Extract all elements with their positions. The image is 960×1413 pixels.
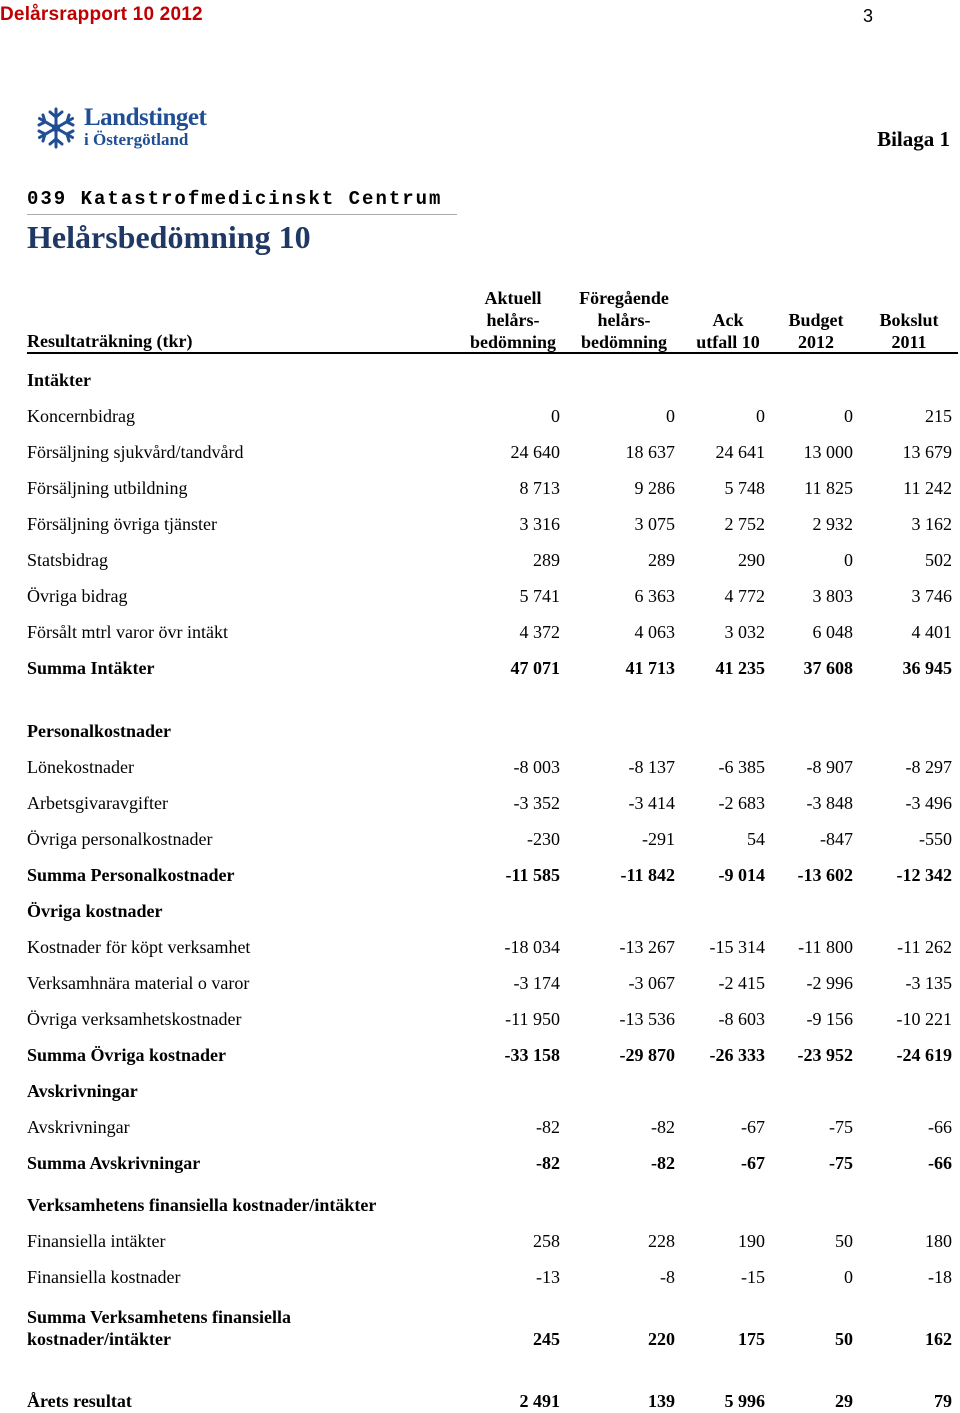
cell-value: 79 (934, 1391, 952, 1411)
section-heading: Övriga kostnader (27, 901, 163, 921)
cell-value: -2 996 (806, 973, 853, 993)
table-row (27, 584, 952, 608)
cell-value: -9 014 (718, 865, 765, 885)
row-label: Finansiella intäkter (27, 1231, 166, 1251)
cell-value: 215 (925, 406, 952, 426)
cell-value: 5 741 (519, 586, 560, 606)
section-heading: Intäkter (27, 370, 91, 390)
cell-value: 36 945 (902, 658, 952, 678)
snowflake-icon (34, 106, 78, 150)
cell-value: -11 950 (505, 1009, 560, 1029)
cell-value: -11 585 (505, 865, 560, 885)
column-header-line: helårs- (597, 310, 651, 330)
cell-value: -8 137 (628, 757, 675, 777)
cell-value: 11 825 (804, 478, 853, 498)
column-header-line: utfall 10 (696, 332, 760, 352)
row-label: Försålt mtrl varor övr intäkt (27, 622, 228, 642)
column-header-closing (864, 309, 954, 353)
row-label: Verksamhnära material o varor (27, 973, 250, 993)
summary-row (27, 1043, 952, 1067)
row-label: Summa Intäkter (27, 658, 155, 678)
row-label: Avskrivningar (27, 1117, 130, 1137)
cell-value: 228 (648, 1231, 675, 1251)
cell-value: 0 (844, 406, 853, 426)
cell-value: 6 048 (812, 622, 853, 642)
cell-value: -3 067 (628, 973, 675, 993)
header-rule (27, 352, 958, 354)
table-row (27, 404, 952, 428)
cell-value: 0 (844, 550, 853, 570)
cell-value: -8 003 (513, 757, 560, 777)
table-row (27, 791, 952, 815)
cell-value: 245 (533, 1329, 560, 1349)
section-heading: Personalkostnader (27, 721, 171, 741)
table-row (27, 512, 952, 536)
cell-value: 2 491 (519, 1391, 560, 1411)
cell-value: 24 641 (715, 442, 765, 462)
cell-value: 190 (738, 1231, 765, 1251)
cell-value: 4 372 (519, 622, 560, 642)
cell-value: -18 034 (504, 937, 560, 957)
cell-value: -29 870 (619, 1045, 675, 1065)
cell-value: 2 932 (812, 514, 853, 534)
cell-value: 289 (648, 550, 675, 570)
row-label: Övriga personalkostnader (27, 829, 213, 849)
cell-value: 0 (666, 406, 675, 426)
table-row (27, 755, 952, 779)
cell-value: -3 135 (905, 973, 952, 993)
cell-value: 29 (835, 1391, 853, 1411)
report-header-title: Delårsrapport 10 2012 (0, 4, 203, 25)
cell-value: -18 (928, 1267, 952, 1287)
table-row (27, 620, 952, 644)
cell-value: -3 174 (513, 973, 560, 993)
cell-value: 8 713 (519, 478, 560, 498)
cell-value: 4 772 (724, 586, 765, 606)
cell-value: -15 (741, 1267, 765, 1287)
table-row (27, 1115, 952, 1139)
summary-row (27, 1327, 952, 1351)
row-label: Kostnader för köpt verksamhet (27, 937, 251, 957)
column-header-budget (775, 309, 857, 353)
cell-value: -82 (536, 1153, 560, 1173)
cell-value: -33 158 (504, 1045, 560, 1065)
cell-value: 0 (844, 1267, 853, 1287)
cell-value: -9 156 (806, 1009, 853, 1029)
table-row (27, 476, 952, 500)
row-label: Försäljning utbildning (27, 478, 188, 498)
cell-value: -3 352 (513, 793, 560, 813)
cell-value: -8 (660, 1267, 675, 1287)
cell-value: 258 (533, 1231, 560, 1251)
table-row (27, 971, 952, 995)
cell-value: -13 536 (619, 1009, 675, 1029)
cell-value: 3 075 (634, 514, 675, 534)
cell-value: 502 (925, 550, 952, 570)
column-header-line: bedömning (580, 332, 668, 352)
cell-value: -13 (536, 1267, 560, 1287)
cell-value: 3 032 (724, 622, 765, 642)
cell-value: -550 (919, 829, 952, 849)
row-label-continued: kostnader/intäkter (27, 1329, 171, 1349)
table-row (27, 548, 952, 572)
column-header-line: 2011 (891, 332, 927, 352)
logo-text-region: i Östergötland (84, 130, 189, 149)
cell-value: -66 (928, 1153, 952, 1173)
column-header-line: Budget (788, 310, 844, 330)
row-label: Övriga verksamhetskostnader (27, 1009, 242, 1029)
column-header-line: Aktuell (484, 288, 542, 308)
row-label: Finansiella kostnader (27, 1267, 181, 1287)
cell-value: -8 603 (718, 1009, 765, 1029)
row-label: Lönekostnader (27, 757, 134, 777)
cell-value: 0 (551, 406, 560, 426)
table-row (27, 935, 952, 959)
table-row (27, 440, 952, 464)
summary-row (27, 1151, 952, 1175)
cell-value: 37 608 (803, 658, 853, 678)
cell-value: 3 162 (911, 514, 952, 534)
cell-value: 13 000 (803, 442, 853, 462)
section-heading: Verksamhetens finansiella kostnader/intäkter (27, 1195, 377, 1215)
cell-value: -15 314 (709, 937, 765, 957)
row-label: Summa Avskrivningar (27, 1153, 201, 1173)
cell-value: 4 401 (911, 622, 952, 642)
cell-value: 47 071 (510, 658, 560, 678)
cell-value: 41 713 (625, 658, 675, 678)
cell-value: -12 342 (896, 865, 952, 885)
column-header-line: Ack (712, 310, 744, 330)
cell-value: 5 996 (724, 1391, 765, 1411)
cell-value: 50 (835, 1329, 853, 1349)
appendix-label: Bilaga 1 (877, 127, 950, 151)
cell-value: -82 (536, 1117, 560, 1137)
row-label: Årets resultat (27, 1391, 132, 1411)
cell-value: -2 415 (718, 973, 765, 993)
table-caption: Resultaträkning (tkr) (27, 331, 193, 351)
section-heading: Avskrivningar (27, 1081, 138, 1101)
cell-value: -3 496 (905, 793, 952, 813)
column-header-line: helårs- (486, 310, 540, 330)
cell-value: -2 683 (718, 793, 765, 813)
table-row (27, 1265, 952, 1289)
logo-text-landstinget: Landstinget (84, 104, 207, 131)
row-label: Koncernbidrag (27, 406, 135, 426)
cell-value: -26 333 (709, 1045, 765, 1065)
cell-value: 162 (925, 1329, 952, 1349)
cell-value: 0 (756, 406, 765, 426)
cell-value: -75 (829, 1117, 853, 1137)
cell-value: 290 (738, 550, 765, 570)
column-header-ack-outcome (680, 309, 776, 353)
row-label: Summa Övriga kostnader (27, 1045, 227, 1065)
summary-row (27, 863, 952, 887)
row-label: Summa Personalkostnader (27, 865, 235, 885)
cell-value: -82 (651, 1153, 675, 1173)
result-row (27, 1389, 952, 1413)
row-label: Försäljning sjukvård/tandvård (27, 442, 244, 462)
cell-value: 3 803 (812, 586, 853, 606)
cell-value: -10 221 (896, 1009, 952, 1029)
cell-value: -75 (829, 1153, 853, 1173)
summary-row (27, 656, 952, 680)
cell-value: -11 800 (798, 937, 853, 957)
cell-value: 139 (648, 1391, 675, 1411)
cell-value: -13 602 (797, 865, 853, 885)
cell-value: -67 (741, 1153, 765, 1173)
row-label: Försäljning övriga tjänster (27, 514, 217, 534)
table-row (27, 827, 952, 851)
unit-name: 039 Katastrofmedicinskt Centrum (27, 188, 443, 210)
cell-value: -230 (527, 829, 560, 849)
cell-value: 13 679 (902, 442, 952, 462)
column-header-line: 2012 (798, 332, 834, 352)
column-header-previous-estimate (564, 287, 684, 353)
cell-value: 5 748 (724, 478, 765, 498)
column-header-line: Föregående (579, 288, 669, 308)
cell-value: -13 267 (619, 937, 675, 957)
cell-value: 4 063 (634, 622, 675, 642)
cell-value: 3 316 (519, 514, 560, 534)
cell-value: 50 (835, 1231, 853, 1251)
cell-value: -24 619 (896, 1045, 952, 1065)
page-number: 3 (863, 6, 874, 26)
cell-value: 3 746 (911, 586, 952, 606)
cell-value: 220 (648, 1329, 675, 1349)
cell-value: -291 (642, 829, 675, 849)
cell-value: 41 235 (715, 658, 765, 678)
column-header-line: bedömning (469, 332, 557, 352)
row-label: Statsbidrag (27, 550, 108, 570)
cell-value: -23 952 (797, 1045, 853, 1065)
cell-value: -3 414 (628, 793, 675, 813)
cell-value: 6 363 (634, 586, 675, 606)
row-label: Arbetsgivaravgifter (27, 793, 168, 813)
table-row (27, 1007, 952, 1031)
cell-value: -847 (820, 829, 853, 849)
cell-value: 175 (738, 1329, 765, 1349)
cell-value: -6 385 (718, 757, 765, 777)
cell-value: -11 842 (620, 865, 675, 885)
cell-value: -11 262 (897, 937, 952, 957)
row-label: Summa Verksamhetens finansiella (27, 1307, 292, 1327)
cell-value: 9 286 (634, 478, 675, 498)
cell-value: 18 637 (625, 442, 675, 462)
cell-value: 180 (925, 1231, 952, 1251)
table-row (27, 1229, 952, 1253)
cell-value: 24 640 (510, 442, 560, 462)
row-label: Övriga bidrag (27, 586, 128, 606)
page-title: Helårsbedömning 10 (27, 219, 311, 255)
landstinget-logo (34, 106, 234, 154)
cell-value: -67 (741, 1117, 765, 1137)
cell-value: 11 242 (903, 478, 952, 498)
cell-value: -66 (928, 1117, 952, 1137)
cell-value: 289 (533, 550, 560, 570)
cell-value: -8 297 (905, 757, 952, 777)
column-header-line: Bokslut (879, 310, 939, 330)
column-header-current-estimate (458, 287, 568, 353)
unit-divider (27, 214, 457, 215)
cell-value: 2 752 (724, 514, 765, 534)
cell-value: -8 907 (806, 757, 853, 777)
cell-value: -3 848 (806, 793, 853, 813)
cell-value: 54 (747, 829, 765, 849)
cell-value: -82 (651, 1117, 675, 1137)
